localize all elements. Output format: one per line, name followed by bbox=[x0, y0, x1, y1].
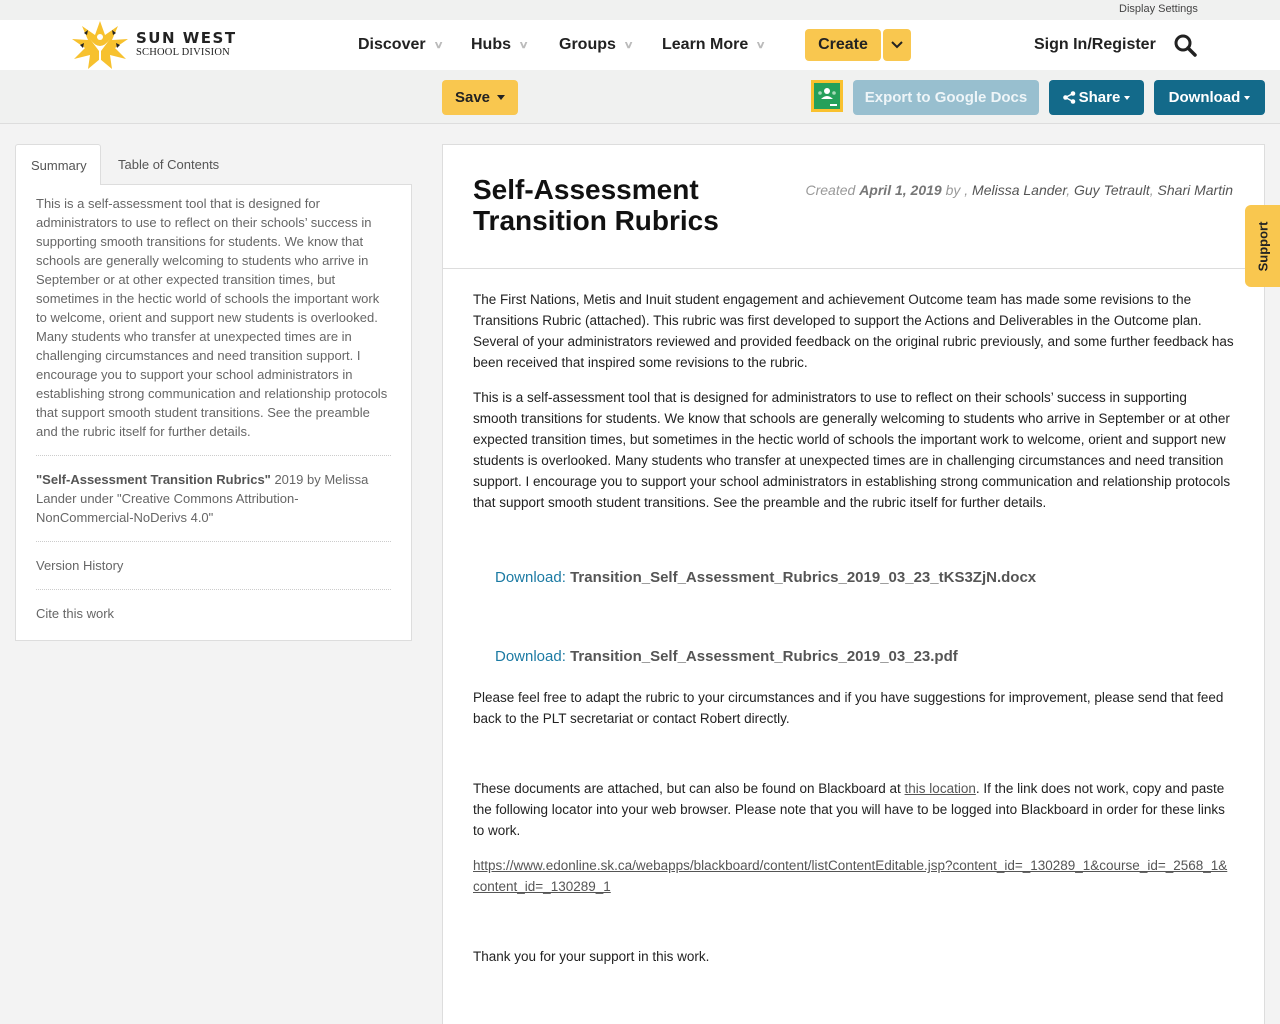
download-filename[interactable]: Transition_Self_Assessment_Rubrics_2019_03_23.pdf bbox=[570, 648, 958, 665]
resource-toolbar bbox=[0, 70, 1280, 124]
nav-hubs-label: Hubs bbox=[471, 36, 511, 53]
resource-meta: Created April 1, 2019 by , Melissa Lander, Guy Tetrault, Shari Martin bbox=[805, 182, 1233, 198]
chevron-down-icon: ∨ bbox=[755, 39, 767, 51]
resource-body bbox=[443, 269, 1264, 1001]
chevron-down-icon: ∨ bbox=[518, 39, 529, 51]
feedback-paragraph: Please feel free to adapt the rubric to your circumstances and if you have suggestions for improvement, please send that feed back to the PLT secretariat or contact Robert directly. bbox=[473, 690, 1224, 726]
share-label: Share bbox=[1078, 89, 1121, 106]
thanks-paragraph: Thank you for your support in this work. bbox=[473, 949, 710, 964]
blackboard-paragraph bbox=[473, 778, 1234, 841]
share-icon bbox=[1063, 91, 1076, 104]
divider bbox=[36, 541, 391, 542]
main-navbar bbox=[0, 20, 1280, 70]
download-pdf[interactable] bbox=[473, 646, 1234, 667]
resource-header bbox=[443, 145, 1264, 269]
display-settings-link[interactable]: Display Settings bbox=[1119, 3, 1198, 15]
url-paragraph bbox=[473, 855, 1234, 897]
divider bbox=[36, 589, 391, 590]
chevron-down-icon bbox=[891, 41, 903, 49]
blackboard-text: . If the link does not work, copy and paste the following locator into your web browser. Please note that you will have to be logged into Blackboard in order for these links to work. bbox=[473, 781, 1225, 838]
caret-down-icon bbox=[1124, 96, 1130, 100]
summary-text: This is a self-assessment tool that is designed for administrators to use to reflect on their schools’ success in supporting smooth transitions for students. We know that schools are generally welcoming to students who arrive in September or at other expected transition times, but sometimes in the hectic world of schools the important work to welcome, orient and support new students is overlooked. Many students who transfer at unexpected times are in challenging circumstances and need transition support. I encourage you to support your school administrators in establishing strong communication and relationship protocols that support smooth student transitions. See the preamble and the rubric itself for further details. bbox=[36, 196, 388, 439]
save-button[interactable] bbox=[442, 80, 518, 115]
version-history-link[interactable]: Version History bbox=[36, 558, 124, 573]
create-dropdown-button[interactable] bbox=[883, 29, 911, 61]
download-label: Download bbox=[1168, 89, 1241, 106]
logo[interactable] bbox=[70, 20, 237, 70]
tab-table-of-contents[interactable]: Table of Contents bbox=[118, 156, 220, 172]
chevron-down-icon: ∨ bbox=[433, 39, 444, 51]
download-docx[interactable] bbox=[473, 567, 1234, 588]
chevron-down-icon: ∨ bbox=[623, 39, 634, 51]
share-button[interactable] bbox=[1049, 80, 1144, 115]
blackboard-url-link[interactable]: https://www.edonline.sk.ca/webapps/blackboard/content/listContentEditable.jsp?content_id=_130289_1&course_id=_2568_1&content_id=_130289_1 bbox=[473, 858, 1228, 894]
download-button[interactable] bbox=[1154, 80, 1265, 115]
author-link[interactable]: Shari Martin bbox=[1157, 182, 1233, 198]
blackboard-text: These documents are attached, but can also be found on Blackboard at bbox=[473, 781, 905, 796]
author-link[interactable]: Guy Tetrault bbox=[1074, 182, 1150, 198]
license-title: "Self-Assessment Transition Rubrics" bbox=[36, 472, 271, 487]
logo-line1: SUN WEST bbox=[136, 29, 237, 48]
nav-learn-more-label: Learn More bbox=[662, 36, 749, 53]
download-filename[interactable]: Transition_Self_Assessment_Rubrics_2019_03_23_tKS3ZjN.docx bbox=[570, 569, 1037, 586]
download-label[interactable]: Download: bbox=[495, 569, 566, 586]
license-text: 2019 by Melissa Lander under "Creative Commons Attribution-NonCommercial-NoDerivs 4.0" bbox=[36, 472, 369, 525]
paragraph: The First Nations, Metis and Inuit student engagement and achievement Outcome team has made some revisions to the Transitions Rubric (attached). This rubric was first developed to support the Actions and Deliverables in the Outcome plan. Several of your administrators reviewed and provided feedback on the original rubric previously, and some further feedback has been received that inspired some revisions to the rubric. bbox=[473, 292, 1234, 370]
created-date: April 1, 2019 bbox=[859, 182, 942, 198]
tab-summary[interactable]: Summary bbox=[15, 144, 101, 185]
author-link[interactable]: Melissa Lander bbox=[972, 182, 1067, 198]
nav-groups[interactable] bbox=[559, 20, 632, 70]
download-label[interactable]: Download: bbox=[495, 648, 566, 665]
logo-line2: SCHOOL DIVISION bbox=[136, 47, 230, 59]
paragraph: This is a self-assessment tool that is designed for administrators to use to reflect on their schools’ success in supporting smooth transitions for students. We know that schools are generally welcoming to students who arrive in September or at other expected transition times, but sometimes in the hectic world of schools the important work to welcome, orient and support new students is overlooked. Many students who transfer at unexpected times are in challenging circumstances and need transition support. I encourage you to support your school administrators in establishing strong communication and relationship protocols that support smooth student transitions. See the preamble and the rubric itself for further details. bbox=[473, 390, 1231, 510]
create-button[interactable]: Create bbox=[805, 29, 881, 61]
sidebar-tabs bbox=[15, 144, 412, 184]
license-info bbox=[36, 470, 391, 527]
search-icon[interactable] bbox=[1173, 33, 1197, 62]
summary-panel bbox=[15, 184, 412, 641]
cite-this-work-link[interactable]: Cite this work bbox=[36, 606, 115, 621]
page-title: Self-Assessment Transition Rubrics bbox=[473, 174, 719, 236]
utility-bar bbox=[0, 0, 1280, 20]
sun-logo-icon bbox=[70, 21, 130, 69]
sign-in-register-link[interactable]: Sign In/Register bbox=[1034, 36, 1156, 53]
nav-discover-label: Discover bbox=[358, 36, 426, 53]
nav-hubs[interactable] bbox=[471, 20, 527, 70]
caret-down-icon bbox=[497, 95, 505, 100]
nav-learn-more[interactable] bbox=[662, 20, 765, 70]
created-label: Created bbox=[805, 182, 860, 198]
this-location-link[interactable]: this location bbox=[904, 781, 976, 796]
resource-content bbox=[442, 144, 1265, 1024]
google-classroom-icon[interactable] bbox=[811, 80, 843, 117]
support-label: Support bbox=[1255, 221, 1271, 271]
save-label: Save bbox=[454, 89, 491, 106]
export-google-docs-button[interactable]: Export to Google Docs bbox=[853, 80, 1039, 115]
caret-down-icon bbox=[1244, 96, 1250, 100]
support-tab[interactable] bbox=[1245, 205, 1280, 287]
nav-groups-label: Groups bbox=[559, 36, 616, 53]
left-sidebar bbox=[15, 144, 412, 641]
divider bbox=[36, 455, 391, 456]
by-label: by , bbox=[941, 182, 973, 198]
nav-discover[interactable] bbox=[358, 20, 442, 70]
